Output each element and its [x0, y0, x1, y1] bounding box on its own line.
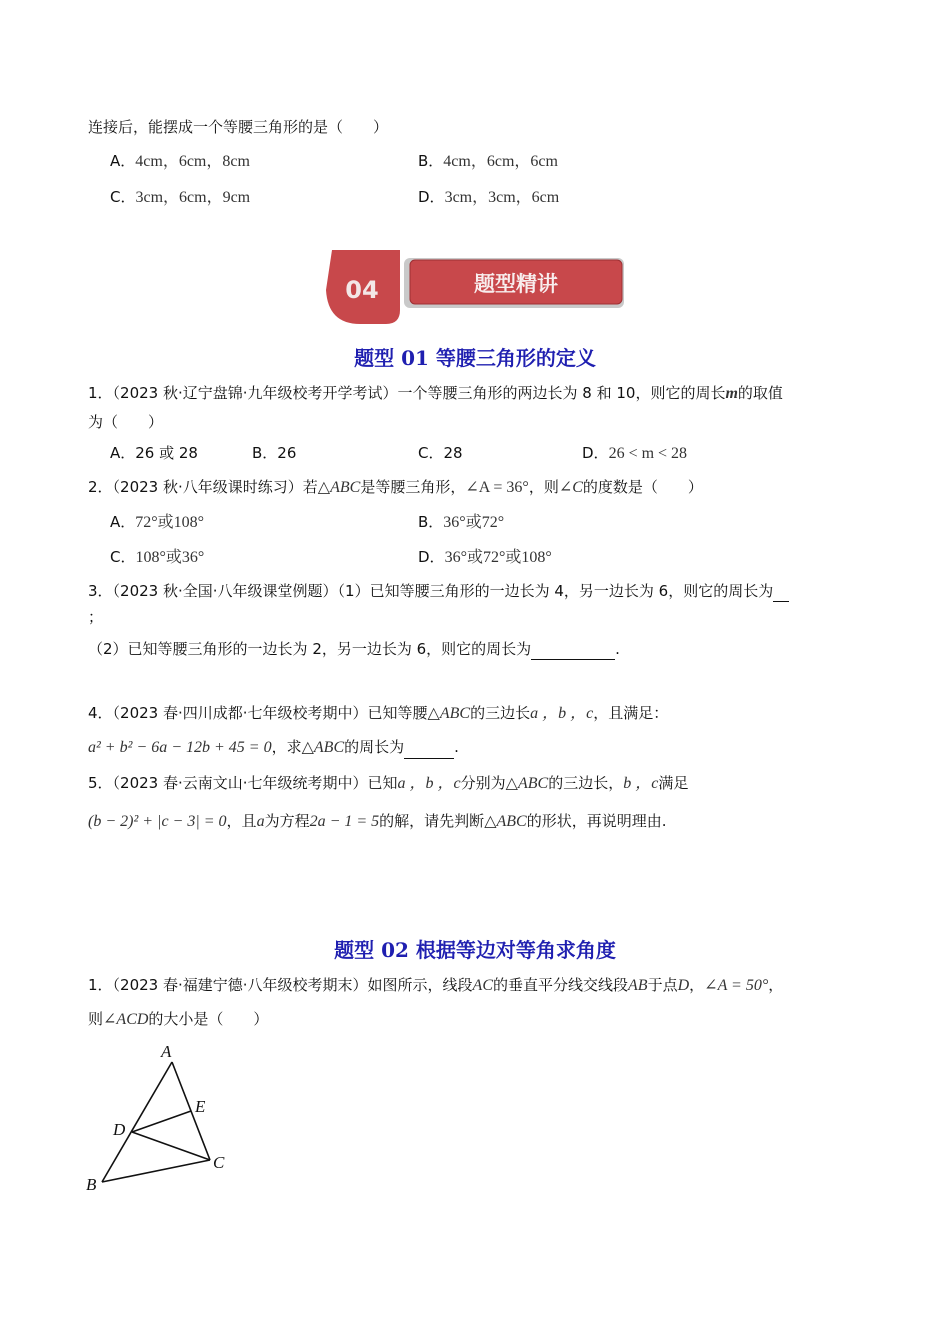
s1-q5-line2: (b − 2)² + |c − 3| = 0，且a为方程2a − 1 = 5的解，请先判断△ABC的形状，再说明理由. — [88, 812, 667, 830]
label-b: B — [86, 1175, 97, 1194]
label-e: E — [195, 1097, 206, 1116]
prev-option-b: B．4cm，6cm，6cm — [418, 152, 558, 170]
section-title-02: 题型 02 根据等边对等角求角度 — [334, 938, 616, 962]
s1-q2-option-b: B．36°或72° — [418, 513, 505, 531]
section-title-01: 题型 01 等腰三角形的定义 — [354, 346, 596, 370]
section-banner — [320, 248, 630, 328]
s1-q2-option-d: D．36°或72°或108° — [418, 548, 552, 566]
s1-q4-line1: 4．（2023 春·四川成都·七年级校考期中）已知等腰△ABC的三边长a ，b ，c，且满足： — [88, 704, 669, 722]
s1-q1-option-d: D．26 < m < 28 — [582, 444, 688, 462]
s1-q1-line2: 为（ ） — [88, 413, 164, 431]
s1-q1-option-a: A．26 或 28 — [110, 444, 198, 462]
banner-number: 04 — [345, 276, 379, 304]
s1-q2-line1: 2．（2023 秋·八年级课时练习）若△ABC是等腰三角形，∠A = 36°，则∠C的度数是（ ） — [88, 478, 703, 496]
s2-q1-line2: 则∠ACD的大小是（ ） — [88, 1010, 269, 1028]
label-a: A — [161, 1042, 172, 1061]
segment-dc — [132, 1132, 210, 1160]
s1-q4-blank — [404, 740, 454, 759]
s1-q3-blank-2 — [531, 641, 615, 660]
s1-q1-line1: 1．（2023 秋·辽宁盘锦·九年级校考开学考试）一个等腰三角形的两边长为 8 和 10，则它的周长m的取值 — [88, 384, 783, 402]
s1-q5-line1: 5．（2023 春·云南文山·七年级统考期中）已知a ，b ，c分别为△ABC的三边长，b ，c满足 — [88, 774, 689, 792]
s1-q1-option-c: C．28 — [418, 444, 463, 462]
s1-q1-option-b: B．26 — [252, 444, 297, 462]
s1-q2-option-a: A．72°或108° — [110, 513, 205, 531]
s1-q4-line2: a² + b² − 6a − 12b + 45 = 0，求△ABC的周长为 . — [88, 736, 459, 759]
s1-q3-semicolon: ； — [88, 608, 104, 626]
prev-option-d: D．3cm，3cm，6cm — [418, 188, 560, 206]
banner-title: 题型精讲 — [474, 272, 558, 296]
s1-q3-line1: 3．（2023 秋·全国·八年级课堂例题）（1）已知等腰三角形的一边长为 4，另一边长为 6，则它的周长为 — [88, 580, 789, 602]
s1-q3-blank-1 — [773, 583, 789, 602]
label-c: C — [213, 1153, 225, 1172]
s2-q1-line1: 1．（2023 春·福建宁德·八年级校考期末）如图所示，线段AC的垂直平分线交线段AB于点D，∠A = 50°， — [88, 976, 784, 994]
s1-q2-option-c: C．108°或36° — [110, 548, 205, 566]
prev-option-a: A．4cm，6cm，8cm — [110, 152, 250, 170]
segment-bc — [102, 1160, 210, 1182]
prev-question-stem: 连接后，能摆成一个等腰三角形的是（ ） — [88, 118, 389, 136]
s1-q3-line2: （2）已知等腰三角形的一边长为 2，另一边长为 6，则它的周长为 . — [88, 640, 620, 658]
label-d: D — [113, 1120, 126, 1139]
triangle-figure — [80, 1036, 250, 1196]
prev-option-c: C．3cm，6cm，9cm — [110, 188, 251, 206]
